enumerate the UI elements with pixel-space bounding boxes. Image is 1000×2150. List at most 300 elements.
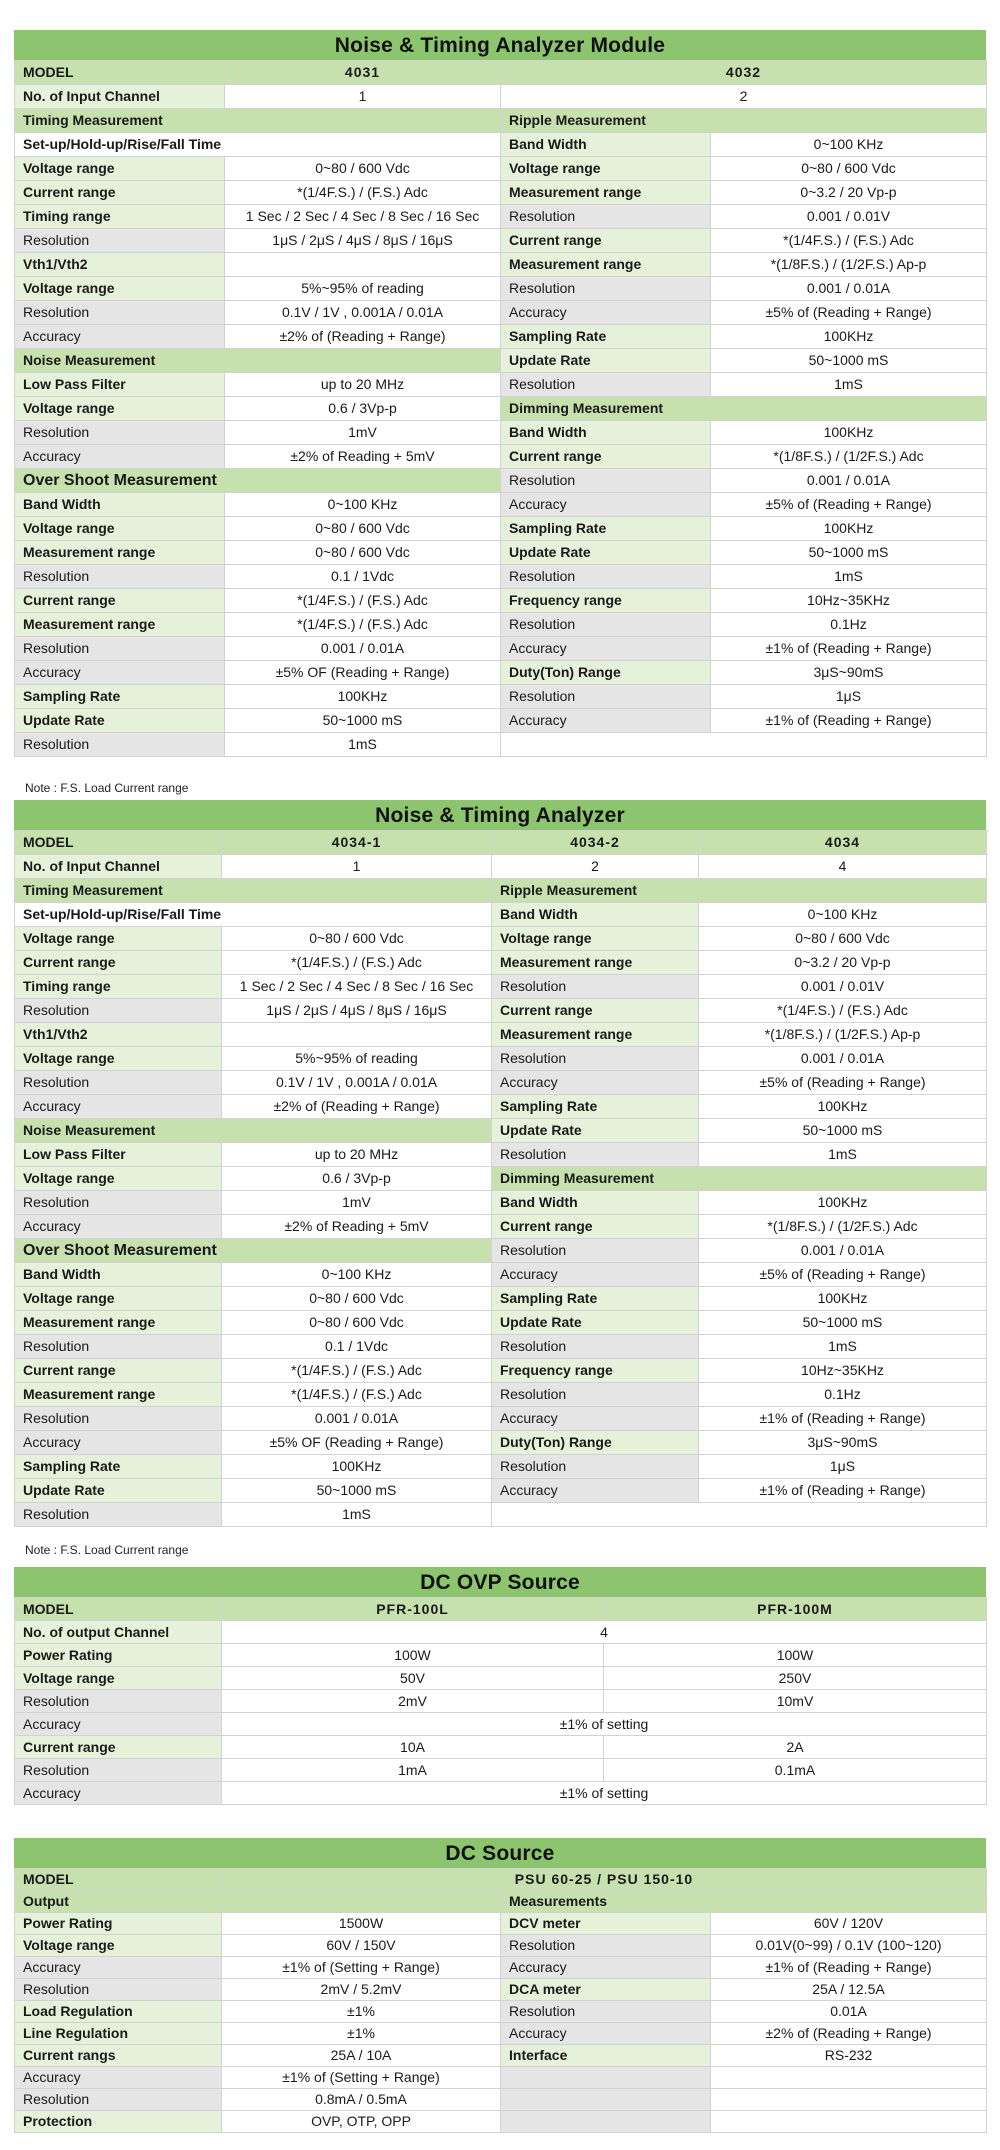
table-row: [15, 1957, 987, 1979]
spec-label: Accuracy: [501, 493, 711, 517]
spec-value: ±1% of (Reading + Range): [699, 1407, 987, 1431]
spec-value: 50V: [222, 1667, 604, 1690]
spec-label: Resolution: [15, 637, 225, 661]
spec-label: Resolution: [15, 421, 225, 445]
spec-value: ±5% OF (Reading + Range): [222, 1431, 492, 1455]
table-row: [15, 1359, 987, 1383]
spec-label: Band Width: [501, 133, 711, 157]
spec-label: DCV meter: [501, 1913, 711, 1935]
spec-label: Current range: [501, 229, 711, 253]
spec-label: Resolution: [492, 975, 699, 999]
table-row: [15, 1119, 987, 1143]
spec-value: up to 20 MHz: [222, 1143, 492, 1167]
spec-value: 1μS: [699, 1455, 987, 1479]
spec-value: up to 20 MHz: [225, 373, 501, 397]
spec-value: 4034: [699, 831, 987, 855]
spec-value: 2A: [604, 1736, 987, 1759]
table-row: [15, 133, 987, 157]
spec-value: 3μS~90mS: [711, 661, 987, 685]
empty-cell: [501, 2067, 711, 2089]
spec-value: 0~80 / 600 Vdc: [711, 157, 987, 181]
spec-label: Band Width: [492, 903, 699, 927]
table-row: [15, 1713, 987, 1736]
spec-value: 10Hz~35KHz: [711, 589, 987, 613]
spec-value: 1 Sec / 2 Sec / 4 Sec / 8 Sec / 16 Sec: [222, 975, 492, 999]
spec-value: 100KHz: [711, 325, 987, 349]
table-row: [15, 1311, 987, 1335]
spec-label: Accuracy: [492, 1479, 699, 1503]
spec-label: Accuracy: [15, 1431, 222, 1455]
spec-value: 100KHz: [222, 1455, 492, 1479]
spec-label: Measurement range: [15, 1311, 222, 1335]
spec-value: 0.01V(0~99) / 0.1V (100~120): [711, 1935, 987, 1957]
spec-table: [14, 1868, 987, 2133]
table-row: [15, 1644, 987, 1667]
spec-value: *(1/4F.S.) / (F.S.) Adc: [225, 589, 501, 613]
spec-value: *(1/4F.S.) / (F.S.) Adc: [225, 181, 501, 205]
spec-value: 4031: [225, 61, 501, 85]
table-row: [15, 903, 987, 927]
spec-value: 250V: [604, 1667, 987, 1690]
empty-cell: [501, 2111, 711, 2133]
spec-value: 50~1000 mS: [711, 349, 987, 373]
spec-label: Voltage range: [15, 397, 225, 421]
spec-value: 0~100 KHz: [225, 493, 501, 517]
spec-label: No. of Input Channel: [15, 85, 225, 109]
spec-label: Resolution: [15, 1071, 222, 1095]
spec-label: Low Pass Filter: [15, 373, 225, 397]
spec-value: 60V / 150V: [222, 1935, 501, 1957]
spec-label: Set-up/Hold-up/Rise/Fall Time: [15, 903, 492, 927]
spec-value: 50~1000 mS: [699, 1119, 987, 1143]
spec-label: Accuracy: [501, 637, 711, 661]
spec-label: Band Width: [15, 1263, 222, 1287]
spec-label: Accuracy: [501, 301, 711, 325]
table-row: [15, 1667, 987, 1690]
spec-value: 50~1000 mS: [699, 1311, 987, 1335]
spec-value: ±2% of (Reading + Range): [225, 325, 501, 349]
spec-value: RS-232: [711, 2045, 987, 2067]
table-row: [15, 637, 987, 661]
spec-label: Interface: [501, 2045, 711, 2067]
spec-label: Dimming Measurement: [501, 397, 987, 421]
spec-value: ±1% of (Setting + Range): [222, 2067, 501, 2089]
spec-value: 1μS: [711, 685, 987, 709]
table-row: [15, 493, 987, 517]
spec-value: 0.6 / 3Vp-p: [225, 397, 501, 421]
spec-label: Accuracy: [501, 2023, 711, 2045]
spec-value: 5%~95% of reading: [225, 277, 501, 301]
spec-value: 1500W: [222, 1913, 501, 1935]
table-row: [15, 1598, 987, 1621]
section-title: Noise & Timing Analyzer: [14, 800, 986, 830]
spec-label: Accuracy: [15, 2067, 222, 2089]
table-row: [15, 157, 987, 181]
table-row: [15, 565, 987, 589]
table-row: [15, 685, 987, 709]
spec-label: Timing range: [15, 975, 222, 999]
table-row: [15, 229, 987, 253]
table-row: [15, 2001, 987, 2023]
table-row: [15, 855, 987, 879]
empty-cell: [711, 2111, 987, 2133]
spec-value: 1mS: [711, 373, 987, 397]
spec-label: Measurement range: [15, 1383, 222, 1407]
table-row: [15, 2067, 987, 2089]
spec-value: PFR-100M: [604, 1598, 987, 1621]
spec-value: ±1% of (Setting + Range): [222, 1957, 501, 1979]
spec-value: ±5% of (Reading + Range): [699, 1263, 987, 1287]
spec-label: No. of output Channel: [15, 1621, 222, 1644]
spec-value: 3μS~90mS: [699, 1431, 987, 1455]
spec-value: 100KHz: [699, 1095, 987, 1119]
spec-value: 100KHz: [711, 421, 987, 445]
spec-label: Voltage range: [15, 927, 222, 951]
spec-label: Frequency range: [492, 1359, 699, 1383]
spec-value: 0.001 / 0.01A: [711, 469, 987, 493]
empty-cell: [492, 1503, 987, 1527]
spec-value: 100W: [604, 1644, 987, 1667]
table-row: [15, 1239, 987, 1263]
empty-cell: [711, 2089, 987, 2111]
spec-label: Voltage range: [15, 1167, 222, 1191]
spec-value: 10Hz~35KHz: [699, 1359, 987, 1383]
spec-value: ±2% of (Reading + Range): [222, 1095, 492, 1119]
spec-label: Resolution: [492, 1047, 699, 1071]
spec-value: 0.01A: [711, 2001, 987, 2023]
table-row: [15, 349, 987, 373]
spec-table: [14, 60, 987, 757]
table-row: [15, 1690, 987, 1713]
spec-label: Voltage range: [15, 277, 225, 301]
spec-label: Sampling Rate: [15, 1455, 222, 1479]
spec-label: Current range: [15, 181, 225, 205]
table-row: [15, 1023, 987, 1047]
spec-label: Vth1/Vth2: [15, 253, 225, 277]
spec-value: ±5% OF (Reading + Range): [225, 661, 501, 685]
spec-value: 0.001 / 0.01A: [225, 637, 501, 661]
spec-label: Measurement range: [15, 613, 225, 637]
spec-label: Resolution: [492, 1239, 699, 1263]
table-row: [15, 1335, 987, 1359]
spec-value: *(1/4F.S.) / (F.S.) Adc: [222, 1383, 492, 1407]
spec-value: 0.1 / 1Vdc: [222, 1335, 492, 1359]
table-row: [15, 589, 987, 613]
spec-label: Resolution: [492, 1383, 699, 1407]
spec-label: Resolution: [15, 1503, 222, 1527]
spec-value: 1mV: [222, 1191, 492, 1215]
spec-value: 10A: [222, 1736, 604, 1759]
spec-value: ±2% of Reading + 5mV: [225, 445, 501, 469]
spec-label: Resolution: [501, 277, 711, 301]
spec-value: 0~100 KHz: [711, 133, 987, 157]
table-row: [15, 951, 987, 975]
section-title: Noise & Timing Analyzer Module: [14, 30, 986, 60]
spec-label: Accuracy: [15, 445, 225, 469]
table-row: [15, 517, 987, 541]
spec-value: 0.001 / 0.01A: [699, 1047, 987, 1071]
spec-value: 0~80 / 600 Vdc: [699, 927, 987, 951]
spec-label: Current rangs: [15, 2045, 222, 2067]
table-row: [15, 61, 987, 85]
spec-table: [14, 1597, 987, 1805]
spec-value: 50~1000 mS: [711, 541, 987, 565]
section-title: DC Source: [14, 1838, 986, 1868]
spec-value: 1mS: [699, 1143, 987, 1167]
spec-value: ±1% of (Reading + Range): [699, 1479, 987, 1503]
spec-value: 0.001 / 0.01V: [699, 975, 987, 999]
table-row: [15, 1935, 987, 1957]
spec-label: Band Width: [492, 1191, 699, 1215]
spec-value: 1: [222, 855, 492, 879]
spec-value: *(1/8F.S.) / (1/2F.S.) Ap-p: [711, 253, 987, 277]
spec-label: MODEL: [15, 1598, 222, 1621]
spec-value: 0~80 / 600 Vdc: [222, 927, 492, 951]
spec-value: 1 Sec / 2 Sec / 4 Sec / 8 Sec / 16 Sec: [225, 205, 501, 229]
table-row: [15, 1759, 987, 1782]
spec-value: 100KHz: [711, 517, 987, 541]
spec-value: 1μS / 2μS / 4μS / 8μS / 16μS: [225, 229, 501, 253]
spec-value: 25A / 12.5A: [711, 1979, 987, 2001]
spec-label: Resolution: [501, 685, 711, 709]
spec-label: Voltage range: [15, 157, 225, 181]
table-row: [15, 999, 987, 1023]
spec-label: Measurement range: [492, 1023, 699, 1047]
table-row: [15, 613, 987, 637]
spec-value: 0~80 / 600 Vdc: [225, 541, 501, 565]
spec-value: 4034-2: [492, 831, 699, 855]
spec-value: ±5% of (Reading + Range): [711, 493, 987, 517]
spec-label: Set-up/Hold-up/Rise/Fall Time: [15, 133, 501, 157]
spec-value: ±1% of (Reading + Range): [711, 1957, 987, 1979]
table-row: [15, 1979, 987, 2001]
spec-label: Current range: [15, 1736, 222, 1759]
spec-label: Resolution: [501, 1935, 711, 1957]
table-row: [15, 1736, 987, 1759]
spec-label: Resolution: [492, 1143, 699, 1167]
table-row: [15, 1215, 987, 1239]
spec-label: Protection: [15, 2111, 222, 2133]
table-row: [15, 975, 987, 999]
spec-label: Timing Measurement: [15, 879, 492, 903]
table-row: [15, 1431, 987, 1455]
table-row: [15, 181, 987, 205]
spec-value: 60V / 120V: [711, 1913, 987, 1935]
spec-value: 4: [699, 855, 987, 879]
spec-value: 50~1000 mS: [222, 1479, 492, 1503]
spec-label: Update Rate: [15, 709, 225, 733]
spec-label: Measurement range: [492, 951, 699, 975]
table-row: [15, 541, 987, 565]
table-row: [15, 1191, 987, 1215]
section-title: DC OVP Source: [14, 1567, 986, 1597]
spec-label: Current range: [15, 589, 225, 613]
spec-value: *(1/8F.S.) / (1/2F.S.) Adc: [699, 1215, 987, 1239]
spec-label: Resolution: [15, 1690, 222, 1713]
spec-label: Resolution: [492, 1335, 699, 1359]
spec-label: Resolution: [15, 565, 225, 589]
spec-value: 0.001 / 0.01V: [711, 205, 987, 229]
table-row: [15, 445, 987, 469]
empty-cell: [222, 1023, 492, 1047]
spec-value: 1mV: [225, 421, 501, 445]
spec-label: Measurements: [501, 1891, 987, 1913]
spec-value: 4034-1: [222, 831, 492, 855]
spec-label: Current range: [501, 445, 711, 469]
spec-label: Resolution: [15, 1407, 222, 1431]
spec-value: 0.001 / 0.01A: [711, 277, 987, 301]
spec-label: Accuracy: [501, 1957, 711, 1979]
spec-value: 4032: [501, 61, 987, 85]
spec-label: MODEL: [15, 61, 225, 85]
table-row: [15, 421, 987, 445]
spec-label: Current range: [492, 1215, 699, 1239]
spec-value: 0~80 / 600 Vdc: [222, 1287, 492, 1311]
dc-source-section: [14, 1838, 986, 2133]
spec-value: ±1% of (Reading + Range): [711, 709, 987, 733]
spec-label: Vth1/Vth2: [15, 1023, 222, 1047]
table-row: [15, 397, 987, 421]
table-row: [15, 277, 987, 301]
spec-label: Accuracy: [492, 1263, 699, 1287]
spec-label: Output: [15, 1891, 501, 1913]
empty-cell: [501, 733, 987, 757]
spec-value: 0.1 / 1Vdc: [225, 565, 501, 589]
spec-label: DCA meter: [501, 1979, 711, 2001]
spec-value: 0.1mA: [604, 1759, 987, 1782]
table-row: [15, 2089, 987, 2111]
table-row: [15, 1047, 987, 1071]
spec-label: Resolution: [501, 205, 711, 229]
spec-value: PFR-100L: [222, 1598, 604, 1621]
table-row: [15, 1167, 987, 1191]
spec-value: ±1% of setting: [222, 1713, 987, 1736]
spec-label: Measurement range: [15, 541, 225, 565]
spec-label: Resolution: [501, 613, 711, 637]
spec-label: Update Rate: [492, 1311, 699, 1335]
spec-value: ±1%: [222, 2001, 501, 2023]
footnote: Note : F.S. Load Current range: [25, 1543, 189, 1557]
spec-value: 0.1V / 1V , 0.001A / 0.01A: [222, 1071, 492, 1095]
spec-value: ±1% of setting: [222, 1782, 987, 1805]
empty-cell: [501, 2089, 711, 2111]
spec-value: *(1/4F.S.) / (F.S.) Adc: [699, 999, 987, 1023]
spec-label: Resolution: [501, 565, 711, 589]
spec-label: Accuracy: [15, 1782, 222, 1805]
table-row: [15, 2023, 987, 2045]
spec-label: Measurement range: [501, 181, 711, 205]
spec-value: 2: [492, 855, 699, 879]
spec-label: MODEL: [15, 831, 222, 855]
spec-value: 50~1000 mS: [225, 709, 501, 733]
spec-value: 100KHz: [699, 1191, 987, 1215]
spec-label: Resolution: [492, 1455, 699, 1479]
table-row: [15, 879, 987, 903]
table-row: [15, 1407, 987, 1431]
spec-value: ±1%: [222, 2023, 501, 2045]
spec-label: Sampling Rate: [492, 1095, 699, 1119]
spec-label: Resolution: [15, 1335, 222, 1359]
spec-label: Voltage range: [15, 1667, 222, 1690]
spec-value: *(1/4F.S.) / (F.S.) Adc: [222, 951, 492, 975]
spec-value: *(1/4F.S.) / (F.S.) Adc: [225, 613, 501, 637]
spec-label: Over Shoot Measurement: [15, 1239, 492, 1263]
spec-label: Accuracy: [15, 1215, 222, 1239]
noise-timing-analyzer-section: [14, 800, 986, 1527]
spec-label: Resolution: [15, 229, 225, 253]
spec-value: 4: [222, 1621, 987, 1644]
spec-label: Current range: [15, 951, 222, 975]
spec-value: *(1/8F.S.) / (1/2F.S.) Adc: [711, 445, 987, 469]
table-row: [15, 2111, 987, 2133]
spec-label: MODEL: [15, 1869, 222, 1891]
spec-value: 0.1V / 1V , 0.001A / 0.01A: [225, 301, 501, 325]
spec-value: 0.6 / 3Vp-p: [222, 1167, 492, 1191]
spec-label: Voltage range: [15, 1935, 222, 1957]
spec-label: Power Rating: [15, 1644, 222, 1667]
spec-label: Current range: [15, 1359, 222, 1383]
spec-label: Voltage range: [15, 517, 225, 541]
spec-value: 1: [225, 85, 501, 109]
table-row: [15, 927, 987, 951]
spec-label: Sampling Rate: [501, 325, 711, 349]
spec-label: Ripple Measurement: [501, 109, 987, 133]
table-row: [15, 2045, 987, 2067]
table-row: [15, 205, 987, 229]
spec-label: Ripple Measurement: [492, 879, 987, 903]
spec-value: 5%~95% of reading: [222, 1047, 492, 1071]
spec-label: Noise Measurement: [15, 1119, 492, 1143]
table-row: [15, 325, 987, 349]
table-row: [15, 253, 987, 277]
spec-label: Accuracy: [492, 1071, 699, 1095]
table-row: [15, 1913, 987, 1935]
spec-label: Accuracy: [15, 325, 225, 349]
table-row: [15, 469, 987, 493]
empty-cell: [225, 253, 501, 277]
spec-label: Update Rate: [15, 1479, 222, 1503]
table-row: [15, 1455, 987, 1479]
table-row: [15, 301, 987, 325]
table-row: [15, 1869, 987, 1891]
spec-label: Band Width: [501, 421, 711, 445]
spec-value: 0~80 / 600 Vdc: [225, 157, 501, 181]
spec-label: Over Shoot Measurement: [15, 469, 501, 493]
spec-value: ±1% of (Reading + Range): [711, 637, 987, 661]
noise-timing-analyzer-module-section: [14, 30, 986, 757]
table-row: [15, 1479, 987, 1503]
spec-value: 1mS: [699, 1335, 987, 1359]
spec-value: 1mS: [222, 1503, 492, 1527]
spec-label: Duty(Ton) Range: [501, 661, 711, 685]
table-row: [15, 1621, 987, 1644]
table-row: [15, 661, 987, 685]
spec-value: 0~80 / 600 Vdc: [225, 517, 501, 541]
spec-label: Resolution: [501, 2001, 711, 2023]
dc-ovp-source-section: [14, 1567, 986, 1805]
table-row: [15, 733, 987, 757]
spec-label: Update Rate: [501, 349, 711, 373]
spec-value: 0~100 KHz: [222, 1263, 492, 1287]
footnote: Note : F.S. Load Current range: [25, 781, 189, 795]
spec-label: Voltage range: [492, 927, 699, 951]
spec-value: 0.1Hz: [711, 613, 987, 637]
spec-label: Resolution: [501, 469, 711, 493]
spec-label: Resolution: [501, 373, 711, 397]
table-row: [15, 1095, 987, 1119]
table-row: [15, 1287, 987, 1311]
spec-label: Noise Measurement: [15, 349, 501, 373]
